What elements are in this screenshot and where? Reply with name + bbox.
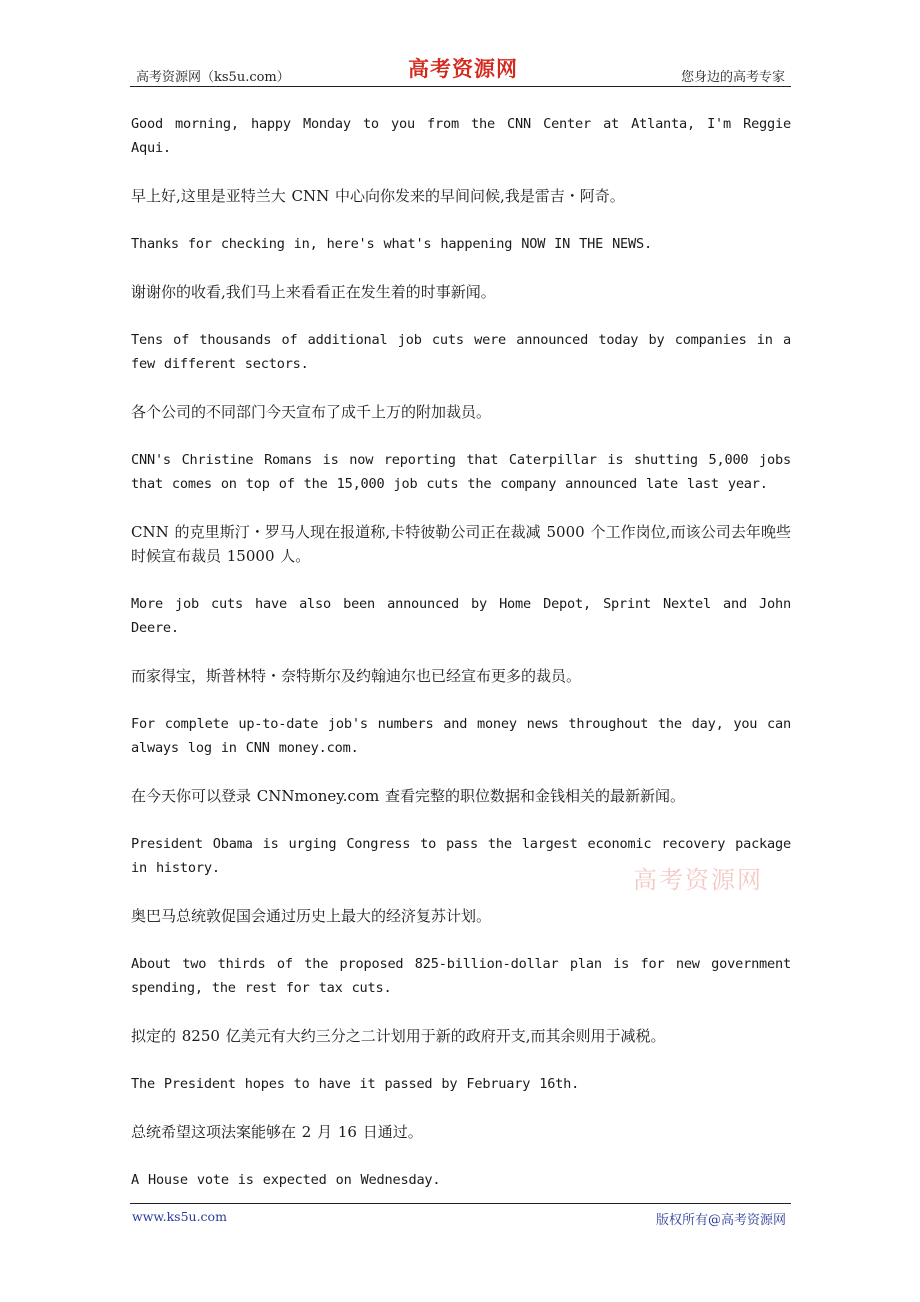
paragraph-english: Tens of thousands of additional job cuts were announced today by companies in a few different sectors. xyxy=(131,332,791,372)
paragraph-english: Good morning, happy Monday to you from the CNN Center at Atlanta, I'm Reggie Aqui. xyxy=(131,116,791,156)
paragraph-chinese: CNN 的克里斯汀・罗马人现在报道称,卡特彼勒公司正在裁减 5000 个工作岗位,而该公司去年晚些时候宣布裁员 15000 人。 xyxy=(131,523,791,565)
paragraph-english: President Obama is urging Congress to pass the largest economic recovery package in history. xyxy=(131,836,791,876)
paragraph-chinese: 早上好,这里是亚特兰大 CNN 中心向你发来的早间问候,我是雷吉・阿奇。 xyxy=(131,187,625,205)
watermark-logo: 高考资源网 xyxy=(633,866,763,894)
footer-site-link[interactable]: www.ks5u.com xyxy=(132,1209,227,1224)
paragraph-chinese: 在今天你可以登录 CNNmoney.com 查看完整的职位数据和金钱相关的最新新闻。 xyxy=(131,787,685,805)
paragraph-chinese: 而家得宝，斯普林特・奈特斯尔及约翰迪尔也已经宣布更多的裁员。 xyxy=(131,667,582,685)
paragraph-chinese: 拟定的 8250 亿美元有大约三分之二计划用于新的政府开支,而其余则用于减税。 xyxy=(131,1027,666,1045)
paragraph-english: More job cuts have also been announced by Home Depot, Sprint Nextel and John Deere. xyxy=(131,596,791,636)
paragraph-english: The President hopes to have it passed by February 16th. xyxy=(131,1076,580,1092)
page-header xyxy=(130,50,791,87)
paragraph-chinese: 谢谢你的收看,我们马上来看看正在发生着的时事新闻。 xyxy=(131,283,496,301)
paragraph-english: A House vote is expected on Wednesday. xyxy=(131,1172,441,1188)
header-slogan: 您身边的高考专家 xyxy=(680,70,785,85)
paragraph-chinese: 各个公司的不同部门今天宣布了成千上万的附加裁员。 xyxy=(131,403,492,421)
paragraph-english: Thanks for checking in, here's what's happening NOW IN THE NEWS. xyxy=(131,236,652,252)
header-logo: 高考资源网 xyxy=(408,56,518,81)
paragraph-chinese: 奥巴马总统敦促国会通过历史上最大的经济复苏计划。 xyxy=(131,907,492,925)
footer-copyright: 版权所有@高考资源网 xyxy=(655,1213,786,1228)
header-site-name: 高考资源网（ks5u.com） xyxy=(136,70,290,85)
document-body xyxy=(131,112,791,1192)
paragraph-english: CNN's Christine Romans is now reporting that Caterpillar is shutting 5,000 jobs that comes on top of the 15,000 job cuts the company announced late last year. xyxy=(131,452,791,492)
paragraph-chinese: 总统希望这项法案能够在 2 月 16 日通过。 xyxy=(131,1123,423,1141)
paragraph-english: About two thirds of the proposed 825-billion-dollar plan is for new government spending, the rest for tax cuts. xyxy=(131,956,791,996)
paragraph-english: For complete up-to-date job's numbers and money news throughout the day, you can always log in CNN money.com. xyxy=(131,716,791,756)
page-footer xyxy=(130,1203,791,1228)
